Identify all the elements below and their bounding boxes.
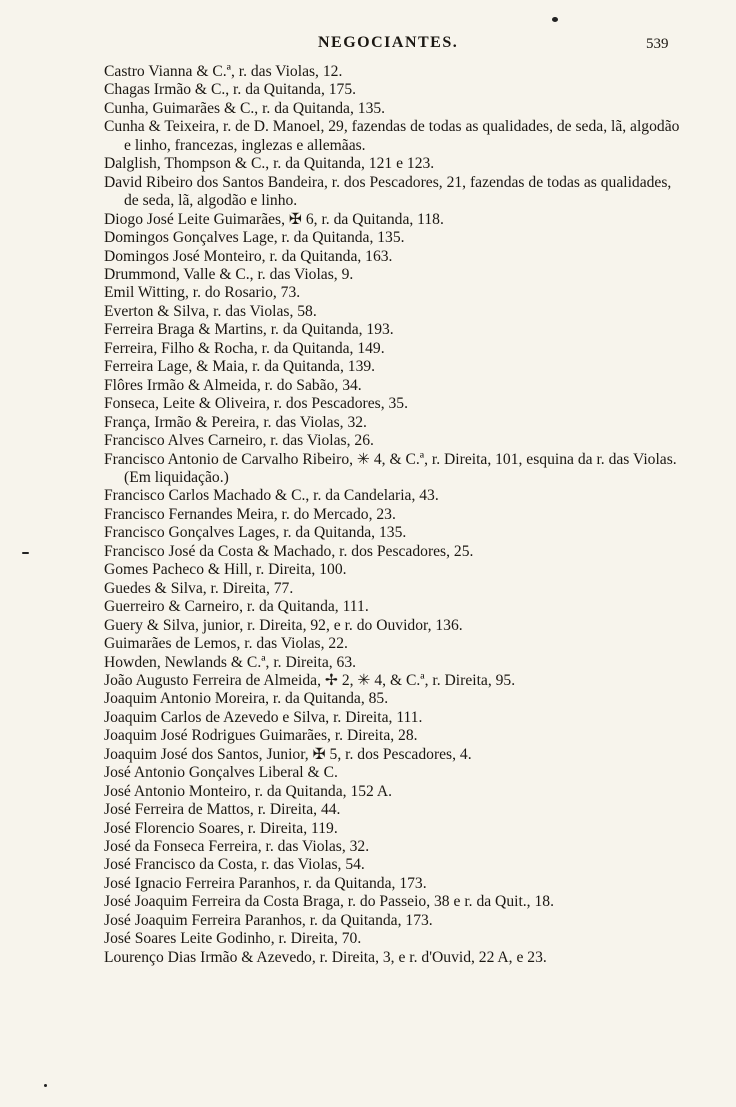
list-item: Francisco Gonçalves Lages, r. da Quitanda, 135. xyxy=(104,524,407,542)
list-item: Howden, Newlands & C.ª, r. Direita, 63. xyxy=(104,653,357,671)
merchant-list xyxy=(104,63,682,967)
list-item: Ferreira Lage, & Maia, r. da Quitanda, 139. xyxy=(104,358,376,376)
list-item: Domingos José Monteiro, r. da Quitanda, 163. xyxy=(104,247,393,265)
list-item: José Florencio Soares, r. Direita, 119. xyxy=(104,819,338,837)
list-item: Guimarães de Lemos, r. das Violas, 22. xyxy=(104,635,348,653)
list-item: Joaquim Carlos de Azevedo e Silva, r. Direita, 111. xyxy=(104,708,423,726)
list-item: José Ignacio Ferreira Paranhos, r. da Quitanda, 173. xyxy=(104,874,427,892)
list-item: Emil Witting, r. do Rosario, 73. xyxy=(104,284,301,302)
list-item: Diogo José Leite Guimarães, ✠ 6, r. da Quitanda, 118. xyxy=(104,210,444,228)
list-item: José Antonio Monteiro, r. da Quitanda, 152 A. xyxy=(104,782,393,800)
list-item: José Ferreira de Mattos, r. Direita, 44. xyxy=(104,801,341,819)
list-item: Castro Vianna & C.ª, r. das Violas, 12. xyxy=(104,63,343,80)
list-item: Flôres Irmão & Almeida, r. do Sabão, 34. xyxy=(104,376,362,394)
list-item: José Antonio Gonçalves Liberal & C. xyxy=(104,764,338,782)
list-item: João Augusto Ferreira de Almeida, ✢ 2, ✳ 4, & C.ª, r. Direita, 95. xyxy=(104,671,516,689)
list-item: França, Irmão & Pereira, r. das Violas, 32. xyxy=(104,413,367,431)
list-item: Dalglish, Thompson & C., r. da Quitanda, 121 e 123. xyxy=(104,155,435,173)
list-item: Francisco José da Costa & Machado, r. dos Pescadores, 25. xyxy=(104,542,474,560)
list-item: José da Fonseca Ferreira, r. das Violas, 32. xyxy=(104,838,370,856)
page-title: NEGOCIANTES. xyxy=(318,34,459,51)
list-item: Lourenço Dias Irmão & Azevedo, r. Direita, 3, e r. d'Ouvid, 22 A, e 23. xyxy=(104,948,547,966)
list-item: Joaquim Antonio Moreira, r. da Quitanda, 85. xyxy=(104,690,389,708)
list-item: Guery & Silva, junior, r. Direita, 92, e r. do Ouvidor, 136. xyxy=(104,616,463,634)
page-header xyxy=(0,34,736,58)
list-item: Joaquim José dos Santos, Junior, ✠ 5, r. dos Pescadores, 4. xyxy=(104,745,472,763)
list-item: Francisco Antonio de Carvalho Ribeiro, ✳ 4, & C.ª, r. Direita, 101, esquina da r. das Violas. (Em liquidação.) xyxy=(104,450,677,486)
list-item: Drummond, Valle & C., r. das Violas, 9. xyxy=(104,265,354,283)
list-item: José Soares Leite Godinho, r. Direita, 70. xyxy=(104,930,362,948)
list-item: Francisco Carlos Machado & C., r. da Candelaria, 43. xyxy=(104,487,439,505)
list-item: Cunha, Guimarães & C., r. da Quitanda, 135. xyxy=(104,99,386,117)
ink-speck xyxy=(552,17,558,22)
list-item: Gomes Pacheco & Hill, r. Direita, 100. xyxy=(104,561,347,579)
list-item: José Francisco da Costa, r. das Violas, 54. xyxy=(104,856,365,874)
list-item: José Joaquim Ferreira Paranhos, r. da Quitanda, 173. xyxy=(104,911,433,929)
list-item: Chagas Irmão & C., r. da Quitanda, 175. xyxy=(104,81,357,99)
list-item: Guerreiro & Carneiro, r. da Quitanda, 111. xyxy=(104,598,369,616)
list-item: David Ribeiro dos Santos Bandeira, r. dos Pescadores, 21, fazendas de todas as qualidades, de seda, lã, algodão e linho. xyxy=(104,173,672,210)
list-item: Fonseca, Leite & Oliveira, r. dos Pescadores, 35. xyxy=(104,395,409,413)
list-item: Francisco Alves Carneiro, r. das Violas, 26. xyxy=(104,432,374,450)
page-number: 539 xyxy=(646,36,669,52)
list-item: Domingos Gonçalves Lage, r. da Quitanda, 135. xyxy=(104,229,405,247)
list-item: Ferreira Braga & Martins, r. da Quitanda, 193. xyxy=(104,321,394,339)
list-item: Francisco Fernandes Meira, r. do Mercado, 23. xyxy=(104,505,396,523)
list-item: José Joaquim Ferreira da Costa Braga, r. do Passeio, 38 e r. da Quit., 18. xyxy=(104,893,554,911)
list-item: Ferreira, Filho & Rocha, r. da Quitanda, 149. xyxy=(104,339,385,357)
list-item: Guedes & Silva, r. Direita, 77. xyxy=(104,579,294,597)
list-item: Cunha & Teixeira, r. de D. Manoel, 29, fazendas de todas as qualidades, de seda, lã, algodão e linho, francezas, inglezas e allemãas. xyxy=(104,118,680,154)
list-item: Joaquim José Rodrigues Guimarães, r. Direita, 28. xyxy=(104,727,418,745)
list-item: Everton & Silva, r. das Violas, 58. xyxy=(104,302,317,320)
ink-speck xyxy=(44,1084,47,1087)
ink-speck xyxy=(22,552,29,554)
